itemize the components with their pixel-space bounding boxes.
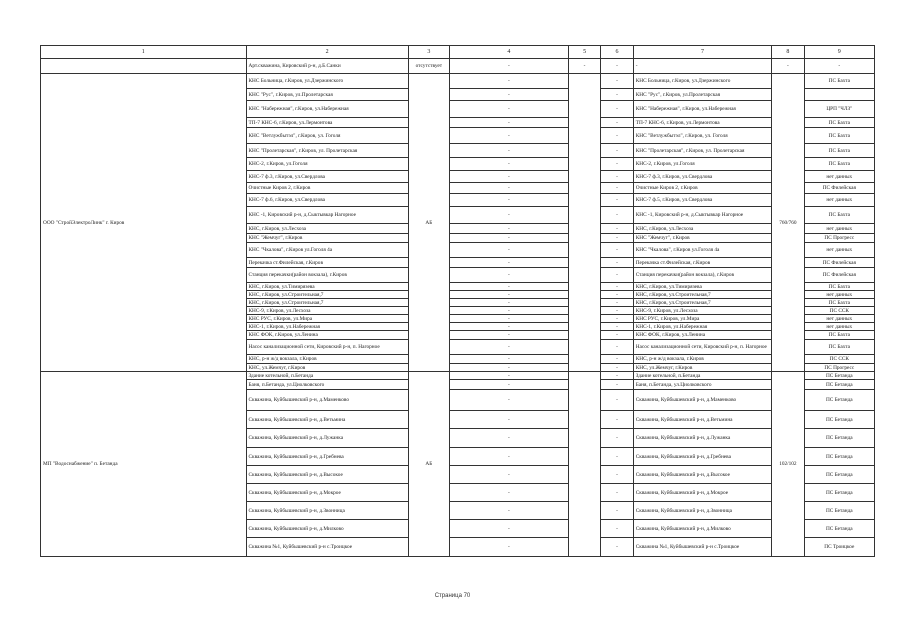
object-cell: КНС, ул.Жемчуг, г.Киров bbox=[246, 364, 408, 372]
state-cell: АБ bbox=[408, 372, 449, 557]
col5-cell bbox=[568, 372, 600, 557]
location-cell: Баня, п.Бетанда, ул.Циолковского bbox=[633, 380, 771, 390]
substation-cell: ПС ССК bbox=[804, 355, 874, 364]
location-cell: КНС-2, г.Киров, ул.Гоголя bbox=[633, 158, 771, 171]
location-cell: Перекачка ст.Филейская, г.Киров bbox=[633, 258, 771, 268]
object-cell: Здание котельной, п.Бетанда bbox=[246, 372, 408, 380]
substation-cell: ПС Бахта bbox=[804, 299, 874, 307]
col4-cell: - bbox=[449, 118, 568, 128]
object-cell: Скважина, Куйбышевский р-н, д.Звонница bbox=[246, 502, 408, 520]
substation-cell: нет данных bbox=[804, 194, 874, 207]
location-cell: Скважина №1, Куйбышевский р-н с.Троицкое bbox=[633, 538, 771, 557]
object-cell: КНС-1, г.Киров, ул.Набережная bbox=[246, 323, 408, 331]
col6-cell: - bbox=[601, 258, 633, 268]
object-cell: Насос канализационной сети, Кировский р-н, п. Нагорное bbox=[246, 340, 408, 355]
col4-cell: - bbox=[449, 315, 568, 323]
header-cell-1: 1 bbox=[41, 46, 247, 59]
col4-cell: - bbox=[449, 158, 568, 171]
location-cell: КНС-9, г.Киров, ул.Лесхоза bbox=[633, 307, 771, 315]
col6-cell: - bbox=[601, 411, 633, 429]
col6-cell: - bbox=[601, 520, 633, 538]
object-cell: Скважина, Куйбышевский р-н, д.Ветьмина bbox=[246, 411, 408, 429]
location-cell: Скважина, Куйбышевский р-н, д.Милково bbox=[633, 520, 771, 538]
col6-cell: - bbox=[601, 283, 633, 291]
substation-cell: ПС Филейская bbox=[804, 183, 874, 194]
col6-cell: - bbox=[601, 315, 633, 323]
location-cell: КНС, г.Киров, ул.Строительная,7 bbox=[633, 299, 771, 307]
substation-cell: ПС Бетанда bbox=[804, 429, 874, 448]
object-cell: КНС, р-н ж/д вокзала, г.Киров bbox=[246, 355, 408, 364]
col4-cell: - bbox=[449, 307, 568, 315]
data-table bbox=[40, 45, 875, 557]
header-cell-5: 5 bbox=[568, 46, 600, 59]
location-cell: Скважина, Куйбышевский р-н, д.Звонница bbox=[633, 502, 771, 520]
object-cell: Перекачка ст.Филейская, г.Киров bbox=[246, 258, 408, 268]
col6-cell: - bbox=[601, 158, 633, 171]
col4-cell: - bbox=[449, 243, 568, 258]
col6-cell: - bbox=[601, 118, 633, 128]
location-cell: КНС "Рус", г.Киров, ул.Пролетарская bbox=[633, 89, 771, 101]
col4-cell: - bbox=[449, 89, 568, 101]
col6-cell: - bbox=[601, 355, 633, 364]
col6-cell: - bbox=[601, 484, 633, 502]
header-row bbox=[41, 46, 875, 59]
col6-cell: - bbox=[601, 183, 633, 194]
owner-cell: ООО "СтройЭлектроЛинк" г. Киров bbox=[41, 74, 247, 372]
col4-cell: - bbox=[449, 291, 568, 299]
location-cell: КНС "Чкалова", г.Киров ул.Гоголя 4а bbox=[633, 243, 771, 258]
substation-cell: нет данных bbox=[804, 171, 874, 183]
substation-cell: ПС Бахта bbox=[804, 158, 874, 171]
object-cell: Станция перекачки(район вокзала), г.Киров bbox=[246, 268, 408, 283]
object-cell: Скважина, Куйбышевский р-н, д.Лужанка bbox=[246, 429, 408, 448]
object-cell: Скважина, Куйбышевский р-н, д.Милково bbox=[246, 520, 408, 538]
header-cell-4: 4 bbox=[449, 46, 568, 59]
object-cell: Скважина, Куйбышевский р-н, д.Гребнева bbox=[246, 448, 408, 466]
col8-cell: - bbox=[772, 59, 804, 74]
col4-cell: - bbox=[449, 183, 568, 194]
col4-cell: - bbox=[449, 59, 568, 74]
object-cell: Скважина, Куйбышевский р-н, д.Мокрое bbox=[246, 484, 408, 502]
object-cell: КНС, г.Киров, ул.Строительная,7 bbox=[246, 291, 408, 299]
col6-cell: - bbox=[601, 380, 633, 390]
col4-cell: - bbox=[449, 372, 568, 380]
substation-cell: ПС Бетанда bbox=[804, 466, 874, 484]
substation-cell: ПС Бетанда bbox=[804, 390, 874, 411]
col4-cell: - bbox=[449, 234, 568, 243]
substation-cell: ПС Прогресс bbox=[804, 234, 874, 243]
substation-cell: ПС Бахта bbox=[804, 331, 874, 340]
col5-cell: - bbox=[568, 59, 600, 74]
substation-cell: нет данных bbox=[804, 243, 874, 258]
location-cell: Очистные Киров 2, г.Киров bbox=[633, 183, 771, 194]
col4-cell: - bbox=[449, 207, 568, 224]
location-cell: ТП-7 КНС-6, г.Киров, ул.Лермонтова bbox=[633, 118, 771, 128]
object-cell: КНС, г.Киров, ул.Строительная,7 bbox=[246, 299, 408, 307]
col6-cell: - bbox=[601, 144, 633, 158]
object-cell: КНС ФОК, г.Киров, ул.Ленина bbox=[246, 331, 408, 340]
location-cell: КНС "Жемчуг", г.Киров bbox=[633, 234, 771, 243]
object-cell: КНС-2, г.Киров, ул.Гоголя bbox=[246, 158, 408, 171]
substation-cell: нет данных bbox=[804, 323, 874, 331]
col6-cell: - bbox=[601, 268, 633, 283]
object-cell: КНС РУС, г.Киров, ул.Мира bbox=[246, 315, 408, 323]
object-cell: КНС "Чкалова", г.Киров ул.Гоголя 4а bbox=[246, 243, 408, 258]
table-row bbox=[41, 372, 875, 380]
col4-cell: - bbox=[449, 224, 568, 234]
substation-cell: ПС Филейская bbox=[804, 268, 874, 283]
object-cell: КНС "Ветлужбытэл", г.Киров, ул. Гоголя bbox=[246, 128, 408, 144]
substation-cell: ПС Бахта bbox=[804, 118, 874, 128]
location-cell: КНС, ул.Жемчуг, г.Киров bbox=[633, 364, 771, 372]
substation-cell: ПС Бетанда bbox=[804, 411, 874, 429]
col6-cell: - bbox=[601, 194, 633, 207]
col6-cell: - bbox=[601, 291, 633, 299]
col6-cell: - bbox=[601, 390, 633, 411]
location-cell: КНС, г.Киров, ул.Тимирязева bbox=[633, 283, 771, 291]
location-cell: - bbox=[633, 59, 771, 74]
object-cell: КНС-7 ф.3, г.Киров, ул.Свердлова bbox=[246, 171, 408, 183]
col6-cell: - bbox=[601, 101, 633, 118]
col4-cell: - bbox=[449, 74, 568, 89]
col6-cell: - bbox=[601, 502, 633, 520]
substation-cell: ПС Бахта bbox=[804, 74, 874, 89]
location-cell: КНС -1, Кировский р-н, д.Сыктывкар Нагорное bbox=[633, 207, 771, 224]
table-row bbox=[41, 59, 875, 74]
header-cell-7: 7 bbox=[633, 46, 771, 59]
number-cell: 760/760 bbox=[772, 74, 804, 372]
object-cell: КНС, г.Киров, ул.Лесхоза bbox=[246, 224, 408, 234]
substation-cell: ПС Бахта bbox=[804, 128, 874, 144]
header-cell-3: 3 bbox=[408, 46, 449, 59]
object-cell: КНС "Набережная", г.Киров, ул.Набережная bbox=[246, 101, 408, 118]
substation-cell: ПС Бетанда bbox=[804, 520, 874, 538]
substation-cell: ПС Бахта bbox=[804, 207, 874, 224]
col6-cell: - bbox=[601, 171, 633, 183]
col6-cell: - bbox=[601, 128, 633, 144]
location-cell: Скважина, Куйбышевский р-н, д.Лужанка bbox=[633, 429, 771, 448]
location-cell: Здание котельной, п.Бетанда bbox=[633, 372, 771, 380]
object-cell: КНС "Рус", г.Киров, ул.Пролетарская bbox=[246, 89, 408, 101]
substation-cell: - bbox=[804, 59, 874, 74]
state-cell: отсутствует bbox=[408, 59, 449, 74]
col6-cell: - bbox=[601, 299, 633, 307]
location-cell: Скважина, Куйбышевский р-н, д.Маменково bbox=[633, 390, 771, 411]
col4-cell: - bbox=[449, 411, 568, 429]
col6-cell: - bbox=[601, 243, 633, 258]
object-cell: Скважина, Куйбышевский р-н, д.Маменково bbox=[246, 390, 408, 411]
substation-cell: ПС Бетанда bbox=[804, 448, 874, 466]
substation-cell: ПС Бетанда bbox=[804, 484, 874, 502]
document-sheet bbox=[40, 45, 875, 557]
substation-cell: ПС Филейская bbox=[804, 258, 874, 268]
location-cell: КНС, г.Киров, ул.Лесхоза bbox=[633, 224, 771, 234]
col6-cell: - bbox=[601, 234, 633, 243]
location-cell: КНС РУС, г.Киров, ул.Мира bbox=[633, 315, 771, 323]
col4-cell: - bbox=[449, 355, 568, 364]
col6-cell: - bbox=[601, 323, 633, 331]
col4-cell: - bbox=[449, 340, 568, 355]
location-cell: КНС "Пролетарская", г.Киров, ул. Пролетарская bbox=[633, 144, 771, 158]
object-cell: Очистные Киров 2, г.Киров bbox=[246, 183, 408, 194]
col4-cell: - bbox=[449, 502, 568, 520]
col6-cell: - bbox=[601, 59, 633, 74]
location-cell: КНС "Набережная", г.Киров, ул.Набережная bbox=[633, 101, 771, 118]
substation-cell: нет данных bbox=[804, 291, 874, 299]
substation-cell: ПС Бетанда bbox=[804, 380, 874, 390]
location-cell: Скважина, Куйбышевский р-н, д.Ветьмина bbox=[633, 411, 771, 429]
col4-cell: - bbox=[449, 268, 568, 283]
object-cell: КНС -1, Кировский р-н, д.Сыктывкар Нагорное bbox=[246, 207, 408, 224]
location-cell: КНС, г.Киров, ул.Строительная,7 bbox=[633, 291, 771, 299]
page-number: Страница 70 bbox=[434, 593, 471, 599]
substation-cell: нет данных bbox=[804, 224, 874, 234]
col6-cell: - bbox=[601, 74, 633, 89]
location-cell: КНС-7 ф.5, г.Киров, ул.Свердлова bbox=[633, 194, 771, 207]
location-cell: КНС ФОК, г.Киров, ул.Ленина bbox=[633, 331, 771, 340]
location-cell: Скважина, Куйбышевский р-н, д.Гребнева bbox=[633, 448, 771, 466]
object-cell: ТП-7 КНС-6, г.Киров, ул.Лермонтова bbox=[246, 118, 408, 128]
location-cell: КНС, р-н ж/д вокзала, г.Киров bbox=[633, 355, 771, 364]
header-cell-9: 9 bbox=[804, 46, 874, 59]
col6-cell: - bbox=[601, 466, 633, 484]
col6-cell: - bbox=[601, 340, 633, 355]
table-body bbox=[41, 59, 875, 557]
col4-cell: - bbox=[449, 128, 568, 144]
substation-cell: ПС Бетанда bbox=[804, 372, 874, 380]
col4-cell: - bbox=[449, 171, 568, 183]
substation-cell: ПС Бахта bbox=[804, 340, 874, 355]
col4-cell: - bbox=[449, 538, 568, 557]
header-cell-8: 8 bbox=[772, 46, 804, 59]
substation-cell: ПС Бахта bbox=[804, 283, 874, 291]
location-cell: КНС Больница, г.Киров, ул.Дзержинского bbox=[633, 74, 771, 89]
owner-cell bbox=[41, 59, 247, 74]
col4-cell: - bbox=[449, 144, 568, 158]
substation-cell: ПС Прогресс bbox=[804, 364, 874, 372]
col4-cell: - bbox=[449, 258, 568, 268]
col4-cell: - bbox=[449, 323, 568, 331]
state-cell: АБ bbox=[408, 74, 449, 372]
col4-cell: - bbox=[449, 101, 568, 118]
object-cell: КНС "Жемчуг", г.Киров bbox=[246, 234, 408, 243]
location-cell: Станция перекачки(район вокзала), г.Киров bbox=[633, 268, 771, 283]
col4-cell: - bbox=[449, 299, 568, 307]
col4-cell: - bbox=[449, 520, 568, 538]
location-cell: Насос канализационной сети, Кировский р-н, п. Нагорное bbox=[633, 340, 771, 355]
object-cell: КНС, г.Киров, ул.Тимирязева bbox=[246, 283, 408, 291]
col4-cell: - bbox=[449, 283, 568, 291]
col4-cell: - bbox=[449, 380, 568, 390]
col4-cell: - bbox=[449, 448, 568, 466]
location-cell: Скважина, Куйбышевский р-н, д.Мокрое bbox=[633, 484, 771, 502]
col6-cell: - bbox=[601, 224, 633, 234]
object-cell: Баня, п.Бетанда, ул.Циолковского bbox=[246, 380, 408, 390]
table-row bbox=[41, 74, 875, 89]
substation-cell: ЦРП "ЧЛЗ" bbox=[804, 101, 874, 118]
object-cell: КНС-7 ф.6, г.Киров, ул.Свердлова bbox=[246, 194, 408, 207]
col4-cell: - bbox=[449, 429, 568, 448]
col6-cell: - bbox=[601, 448, 633, 466]
number-cell: 102/102 bbox=[772, 372, 804, 557]
col6-cell: - bbox=[601, 538, 633, 557]
col6-cell: - bbox=[601, 364, 633, 372]
object-cell: КНС "Пролетарская", г.Киров, ул. Пролетарская bbox=[246, 144, 408, 158]
col6-cell: - bbox=[601, 89, 633, 101]
col4-cell: - bbox=[449, 484, 568, 502]
location-cell: КНС-7 ф.3, г.Киров, ул.Свердлова bbox=[633, 171, 771, 183]
location-cell: КНС "Ветлужбытэл", г.Киров, ул. Гоголя bbox=[633, 128, 771, 144]
col6-cell: - bbox=[601, 307, 633, 315]
col6-cell: - bbox=[601, 207, 633, 224]
location-cell: КНС-1, г.Киров, ул.Набережная bbox=[633, 323, 771, 331]
header-cell-6: 6 bbox=[601, 46, 633, 59]
substation-cell: ПС Троицкое bbox=[804, 538, 874, 557]
object-cell: КНС-9, г.Киров, ул.Лесхоза bbox=[246, 307, 408, 315]
object-cell: Арт.скважина, Кировский р-н, д.Б.Санки bbox=[246, 59, 408, 74]
col4-cell: - bbox=[449, 466, 568, 484]
col4-cell: - bbox=[449, 331, 568, 340]
header-cell-2: 2 bbox=[246, 46, 408, 59]
object-cell: Скважина, Куйбышевский р-н, д.Высокое bbox=[246, 466, 408, 484]
col4-cell: - bbox=[449, 390, 568, 411]
col6-cell: - bbox=[601, 429, 633, 448]
col4-cell: - bbox=[449, 364, 568, 372]
substation-cell: ПС ССК bbox=[804, 307, 874, 315]
col6-cell: - bbox=[601, 372, 633, 380]
substation-cell bbox=[804, 89, 874, 101]
col4-cell: - bbox=[449, 194, 568, 207]
col6-cell: - bbox=[601, 331, 633, 340]
location-cell: Скважина, Куйбышевский р-н, д.Высокое bbox=[633, 466, 771, 484]
col5-cell bbox=[568, 74, 600, 372]
substation-cell: ПС Бетанда bbox=[804, 502, 874, 520]
substation-cell: нет данных bbox=[804, 315, 874, 323]
owner-cell: МП "Водоснабжение" п. Бетанда bbox=[41, 372, 247, 557]
object-cell: Скважина №1, Куйбышевский р-н с.Троицкое bbox=[246, 538, 408, 557]
substation-cell: ПС Бахта bbox=[804, 144, 874, 158]
object-cell: КНС Больница, г.Киров, ул.Дзержинского bbox=[246, 74, 408, 89]
